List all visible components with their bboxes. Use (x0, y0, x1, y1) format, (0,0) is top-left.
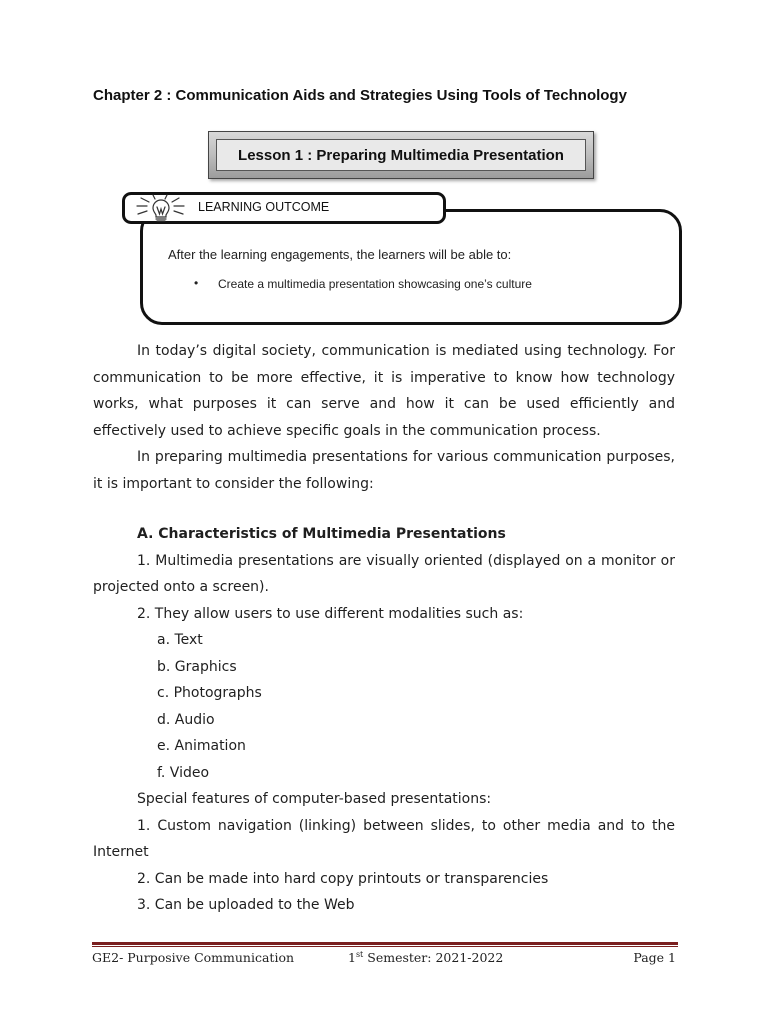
modality-text: a. Text (157, 632, 203, 648)
paragraph-consider: In preparing multimedia presentations for various communication purposes, it is important to consider the following: (93, 449, 675, 492)
footer-semester (348, 950, 503, 965)
lesson-title: Lesson 1 : Preparing Multimedia Presentation (216, 139, 586, 171)
lightbulb-icon (134, 193, 188, 223)
feature-2: 2. Can be made into hard copy printouts or transparencies (137, 870, 549, 887)
footer-rule-thin (92, 946, 678, 947)
learning-outcome-box (140, 209, 682, 325)
lesson-title-box (208, 131, 594, 179)
modality-audio: d. Audio (157, 711, 215, 728)
footer-page-number: Page 1 (633, 950, 676, 965)
footer-rule-thick (92, 942, 678, 945)
semester-number: 1 (348, 950, 356, 966)
feature-3: 3. Can be uploaded to the Web (137, 897, 355, 913)
modality-graphics: b. Graphics (157, 658, 237, 675)
section-a (93, 521, 675, 919)
characteristic-2: 2. They allow users to use different modalities such as: (137, 605, 524, 622)
chapter-title: Chapter 2 : Communication Aids and Strategies Using Tools of Technology (93, 87, 627, 104)
section-a-heading: A. Characteristics of Multimedia Presentations (137, 526, 506, 542)
paragraph-intro: In today’s digital society, communication is mediated using technology. For communication to be more effective, it is imperative to know how technology works, what purposes it can serve and how it can be used efficiently and effectively used to achieve specific goals in the communication process. (93, 343, 675, 439)
semester-label: Semester: 2021-2022 (363, 950, 504, 966)
learning-outcome-label: LEARNING OUTCOME (198, 200, 330, 214)
learning-outcome-intro: After the learning engagements, the learners will be able to: (168, 247, 512, 262)
learning-outcome-bullet: Create a multimedia presentation showcasing one’s culture (218, 277, 532, 291)
body-text (93, 338, 675, 497)
characteristic-1: 1. Multimedia presentations are visually oriented (displayed on a monitor or projected onto a screen). (93, 552, 675, 595)
bullet-marker: • (194, 276, 199, 290)
modality-video: f. Video (157, 764, 210, 781)
modality-animation: e. Animation (157, 738, 246, 754)
footer-course: GE2- Purposive Communication (92, 950, 295, 965)
feature-1: 1. Custom navigation (linking) between slides, to other media and to the Internet (93, 817, 675, 860)
special-features-heading: Special features of computer-based presentations: (137, 791, 492, 807)
modality-photographs: c. Photographs (157, 685, 262, 701)
semester-suffix: st (355, 950, 364, 959)
